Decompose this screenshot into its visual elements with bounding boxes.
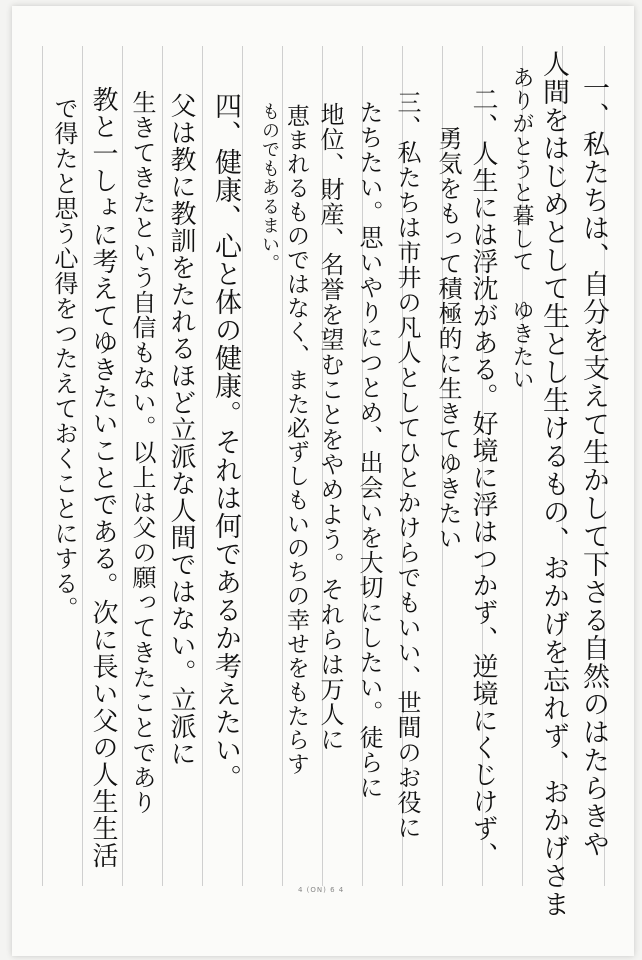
ruled-line — [242, 46, 243, 886]
text-column-9: 恵まれるものではなく、また必ずしもいのちの幸せをもたらす — [283, 104, 309, 776]
text-column-5: 勇気をもって積極的に生きてゆきたい — [434, 126, 462, 551]
text-column-4: 二、人生には浮沈がある。好境に浮はつかず、逆境にくじけず、 — [468, 86, 498, 869]
text-column-14: 教と一しょに考えてゆきたいことである。次に長い父の人生生活 — [88, 86, 118, 869]
ruled-line — [162, 46, 163, 886]
text-column-7: たちたい。思いやりにつとめ、出会いを大切にしたい。徒らに — [355, 100, 383, 800]
text-column-2: 人間をはじめとして生とし生けるもの、おかげを忘れず、おかげさま — [538, 50, 569, 918]
text-column-11: 四、健康、心と体の健康。それは何であるか考えたい。 — [210, 92, 241, 792]
ruled-line — [42, 46, 43, 886]
text-column-12: 父は教に教訓をたれるほど立派な人間ではない。立派に — [166, 92, 196, 767]
text-column-1: 一、私たちは、自分を支えて生かして下さる自然のはたらきや — [578, 74, 609, 858]
text-column-3: ありがとうと暮して ゆきたい — [509, 66, 534, 391]
text-column-13: 生きてきたという自信もない。以上は父の願ってきたことであり — [128, 90, 156, 815]
text-column-15: で得たと思う心得をつたえておくことにする。 — [50, 96, 78, 621]
text-column-6: 三、私たちは市井の凡人としてひとかけらでもいい、世間のお役に — [393, 90, 421, 840]
ruled-line — [82, 46, 83, 886]
page-footer-mark: 4 (ON) 6 4 — [298, 886, 345, 894]
ruled-line — [122, 46, 123, 886]
text-column-8: 地位、財産、名誉を望むことをやめよう。それらは万人に — [316, 102, 344, 752]
text-column-10: ものでもあるまい。 — [259, 102, 280, 273]
handwritten-letter-sheet — [12, 6, 634, 956]
ruled-line — [202, 46, 203, 886]
